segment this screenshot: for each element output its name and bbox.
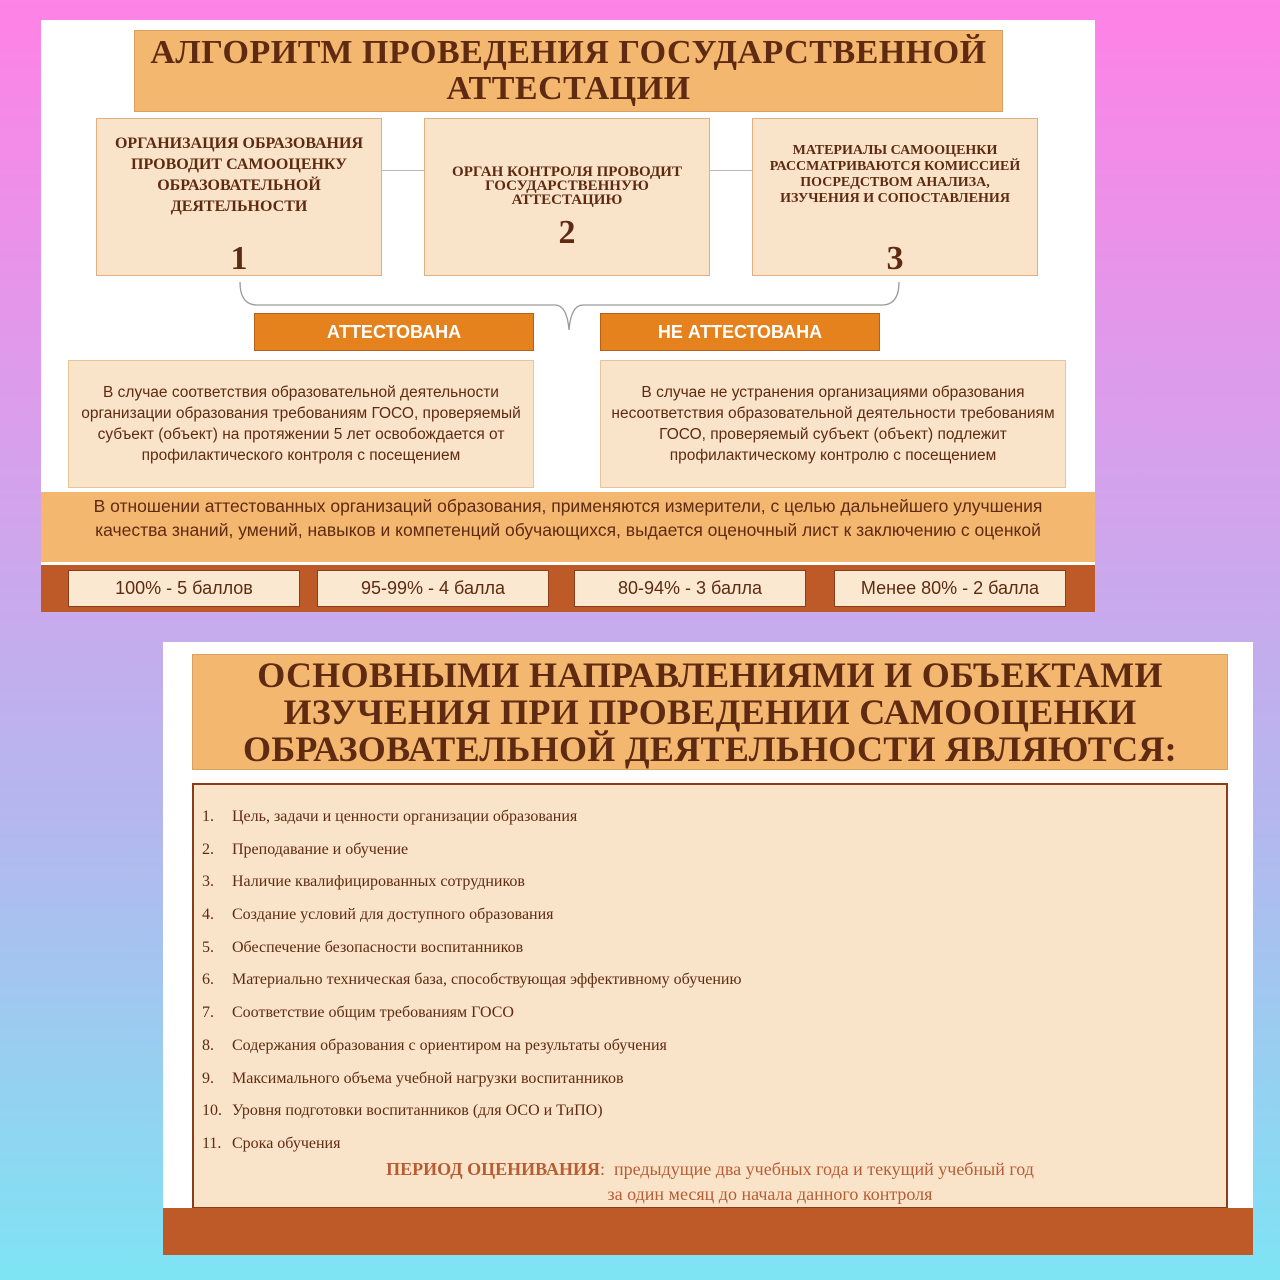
- step-2-box: [424, 118, 710, 276]
- step-1-box: [96, 118, 382, 276]
- status-attested-label: АТТЕСТОВАНА: [254, 313, 534, 351]
- slide-self-assessment-directions: [163, 642, 1253, 1255]
- list-item: 4. Создание условий для доступного образования: [202, 906, 554, 924]
- assessment-period: ПЕРИОД ОЦЕНИВАНИЯ: предыдущие два учебных года и текущий учебный год за один месяц до начала данного контроля: [194, 1157, 1226, 1207]
- list-item: 7. Соответствие общим требованиям ГОСО: [202, 1004, 514, 1022]
- step-2-number: 2: [558, 214, 576, 251]
- score-5-box: 100% - 5 баллов: [68, 570, 300, 607]
- step-1-text: ОРГАНИЗАЦИЯ ОБРАЗОВАНИЯ ПРОВОДИТ САМООЦЕНКУ ОБРАЗОВАТЕЛЬНОЙ ДЕЯТЕЛЬНОСТИ: [114, 135, 363, 215]
- slide-attestation-algorithm: [41, 20, 1095, 612]
- score-2-box: Менее 80% - 2 балла: [834, 570, 1066, 607]
- list-item: 3. Наличие квалифицированных сотрудников: [202, 873, 525, 891]
- result-attested-text: В случае соответствия образовательной деятельности организации образования требованиям ГОСО, проверяемый субъект (объект) на протяжении 5 лет освобождается от профилактического контроля с посещением: [68, 360, 534, 488]
- step-3-number: 3: [886, 240, 904, 277]
- list-item: 10. Уровня подготовки воспитанников (для ОСО и ТиПО): [202, 1102, 603, 1120]
- step-2-text: ОРГАН КОНТРОЛЯ ПРОВОДИТ ГОСУДАРСТВЕННУЮ АТТЕСТАЦИЮ: [452, 164, 682, 208]
- list-item: 11. Срока обучения: [202, 1134, 341, 1152]
- score-3-box: 80-94% - 3 балла: [574, 570, 806, 607]
- measurement-note: В отношении аттестованных организаций образования, применяются измерители, с целью дальнейшего улучшения качества знаний, умений, навыков и компетенций обучающихся, выдается оценочный лист к заключению с оценкой: [41, 492, 1095, 562]
- slide1-title: АЛГОРИТМ ПРОВЕДЕНИЯ ГОСУДАРСТВЕННОЙ АТТЕСТАЦИИ: [134, 30, 1003, 112]
- slide2-title: ОСНОВНЫМИ НАПРАВЛЕНИЯМИ И ОБЪЕКТАМИ ИЗУЧЕНИЯ ПРИ ПРОВЕДЕНИИ САМООЦЕНКИ ОБРАЗОВАТЕЛЬНОЙ ДЕЯТЕЛЬНОСТИ ЯВЛЯЮТСЯ:: [192, 654, 1228, 770]
- status-not-attested-label: НЕ АТТЕСТОВАНА: [600, 313, 880, 351]
- list-item: 9. Максимального объема учебной нагрузки воспитанников: [202, 1069, 624, 1087]
- list-item: 2. Преподавание и обучение: [202, 840, 409, 858]
- connector-line-1: [382, 170, 424, 171]
- period-label: ПЕРИОД ОЦЕНИВАНИЯ: [386, 1159, 600, 1179]
- directions-panel: [192, 783, 1228, 1209]
- score-bar: [41, 565, 1095, 612]
- step-3-box: [752, 118, 1038, 276]
- result-not-attested-text: В случае не устранения организациями образования несоответствия образовательной деятельности требованиям ГОСО, проверяемый субъект (объект) подлежит профилактическому контролю с посещением: [600, 360, 1066, 488]
- step-3-text: МАТЕРИАЛЫ САМООЦЕНКИ РАССМАТРИВАЮТСЯ КОМИССИЕЙ ПОСРЕДСТВОМ АНАЛИЗА, ИЗУЧЕНИЯ И СОПОСТАВЛЕНИЯ: [769, 143, 1021, 206]
- list-item: 1. Цель, задачи и ценности организации образования: [202, 808, 578, 825]
- slide2-footer-bar: [163, 1208, 1253, 1255]
- connector-line-2: [710, 170, 752, 171]
- list-item: 5. Обеспечение безопасности воспитанников: [202, 938, 524, 956]
- period-text: предыдущие два учебных года и текущий учебный год: [613, 1159, 1034, 1179]
- list-item: 8. Содержания образования с ориентиром на результаты обучения: [202, 1036, 667, 1054]
- directions-list: [202, 801, 741, 1161]
- period-text-2: за один месяц до начала данного контроля: [607, 1184, 933, 1204]
- score-4-box: 95-99% - 4 балла: [317, 570, 549, 607]
- step-1-number: 1: [230, 240, 248, 277]
- list-item: 6. Материально техническая база, способствующая эффективному обучению: [202, 971, 742, 989]
